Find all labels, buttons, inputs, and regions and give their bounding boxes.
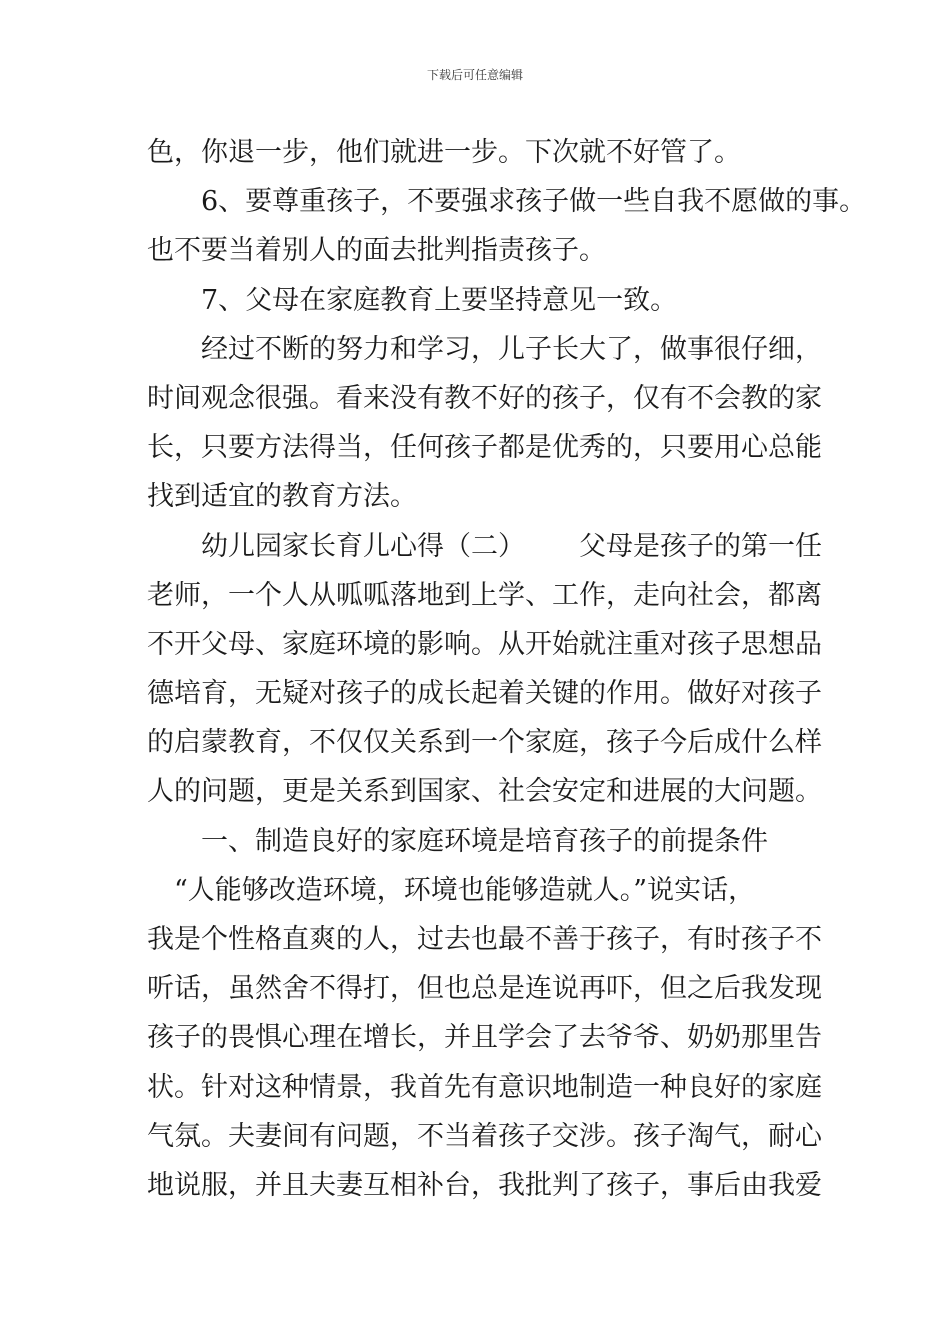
- text-line: 不开父母、家庭环境的影响。从开始就注重对孩子思想品: [147, 628, 822, 660]
- text-line: 6、要尊重孩子，不要强求孩子做一些自我不愿做的事。: [201, 186, 867, 218]
- text-line: 我是个性格直爽的人，过去也最不善于孩子，有时孩子不: [147, 924, 822, 955]
- text-line: 也不要当着别人的面去批判指责孩子。: [147, 235, 606, 267]
- header-note: 下载后可任意编辑: [426, 68, 523, 82]
- text-line: 孩子的畏惧心理在增长，并且学会了去爷爷、奶奶那里告: [147, 1022, 822, 1054]
- text-line: 时间观念很强。看来没有教不好的孩子，仅有不会教的家: [147, 382, 822, 414]
- text-line: 老师，一个人从呱呱落地到上学、工作，走向社会，都离: [147, 579, 822, 611]
- text-line: 气氛。夫妻间有问题，不当着孩子交涉。孩子淘气，耐心: [147, 1120, 822, 1152]
- text-line: 德培育，无疑对孩子的成长起着关键的作用。做好对孩子: [147, 678, 822, 710]
- text-line: 经过不断的努力和学习，儿子长大了，做事很仔细，: [201, 333, 822, 365]
- text-line: 人的问题，更是关系到国家、社会安定和进展的大问题。: [147, 776, 822, 808]
- text-line: 色，你退一步，他们就进一步。下次就不好管了。: [147, 137, 741, 168]
- text-line: 地说服，并且夫妻互相补台，我批判了孩子，事后由我爱: [147, 1169, 822, 1201]
- text-line: 状。针对这种情景，我首先有意识地制造一种良好的家庭: [147, 1071, 822, 1103]
- text-line: 7、父母在家庭教育上要坚持意见一致。: [201, 284, 678, 316]
- text-line: “人能够改造环境，环境也能够造就人。”说实话，: [174, 874, 756, 906]
- text-line: 长，只要方法得当，任何孩子都是优秀的，只要用心总能: [147, 432, 822, 464]
- text-line: 找到适宜的教育方法。: [147, 481, 417, 513]
- section-title-line: [147, 522, 827, 571]
- text-line: 父母是孩子的第一任: [579, 530, 822, 562]
- text-line: 的启蒙教育，不仅仅关系到一个家庭，孩子今后成什么样: [147, 727, 822, 759]
- text-line: 听话，虽然舍不得打，但也总是连说再吓，但之后我发现: [147, 973, 822, 1005]
- section-heading: 一、制造良好的家庭环境是培育孩子的前提条件: [201, 825, 768, 857]
- section-title: 幼儿园家长育儿心得（二）: [201, 530, 525, 562]
- document-body: [147, 128, 867, 1210]
